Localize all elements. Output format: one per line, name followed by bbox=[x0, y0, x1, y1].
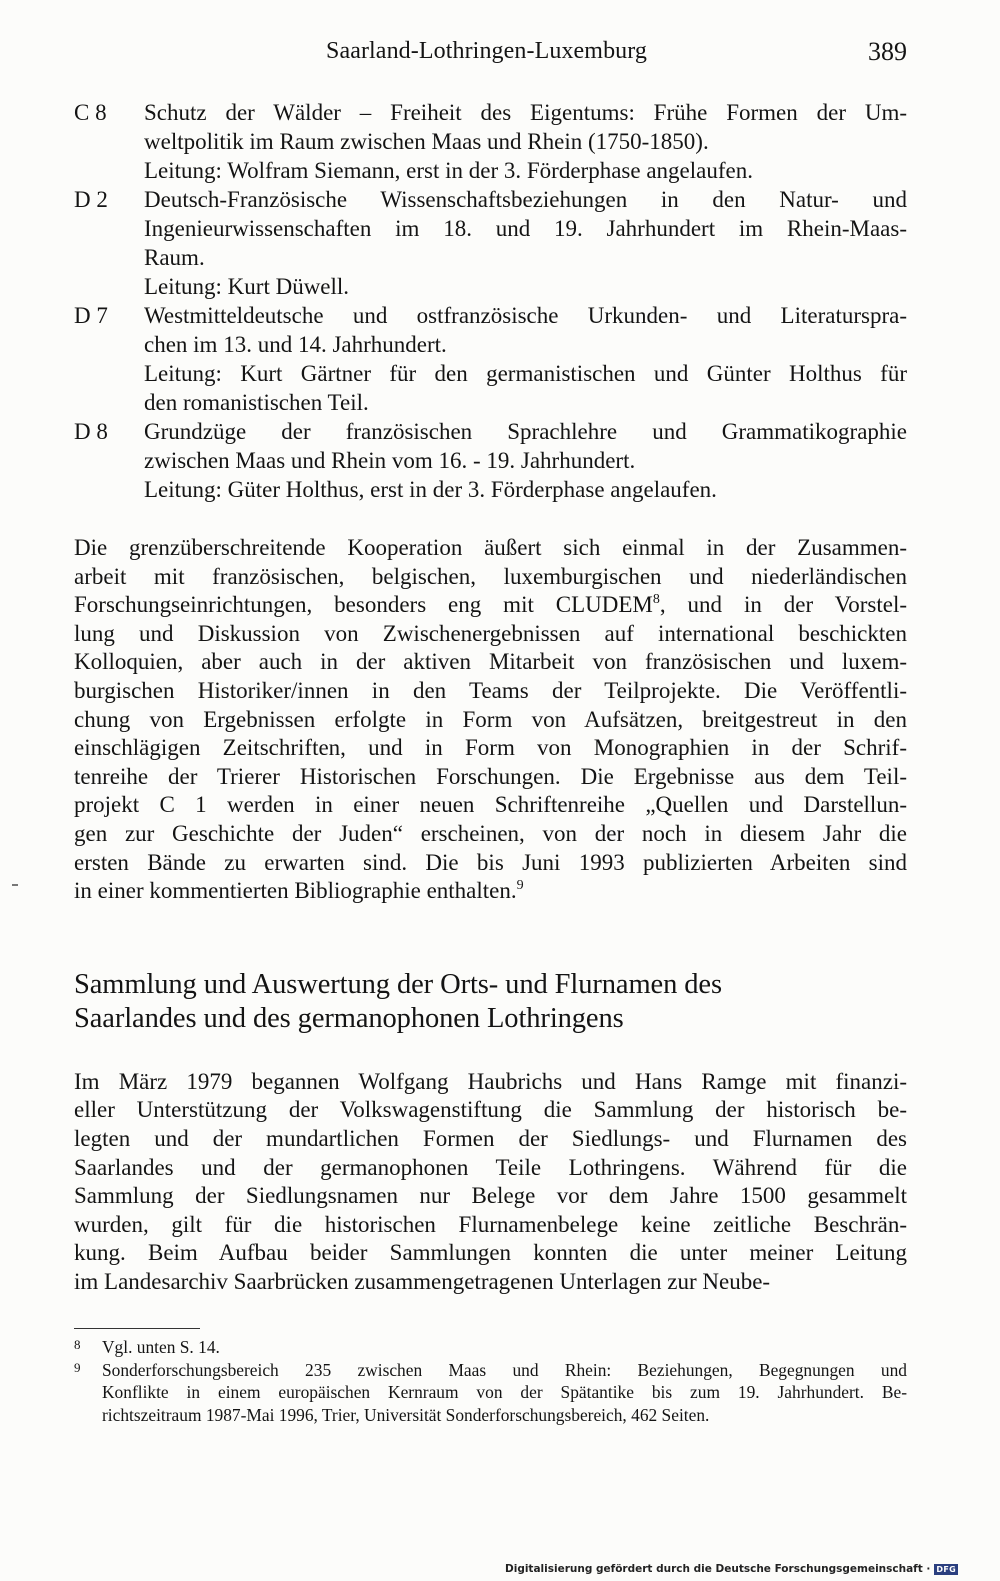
digitization-credit bbox=[505, 1563, 958, 1575]
page-number: 389 bbox=[868, 37, 907, 66]
footnote-ref-8[interactable]: 8 bbox=[652, 592, 660, 608]
text-line: lung und Diskussion von Zwischenergebnissen auf international beschickten bbox=[74, 620, 907, 646]
text-line: Vgl. unten S. 14. bbox=[102, 1337, 220, 1358]
text-line: zwischen Maas und Rhein vom 16. - 19. Jahrhundert. bbox=[144, 448, 636, 473]
dfg-logo-icon: DFG bbox=[936, 1564, 956, 1574]
text-segment: in einer kommentierten Bibliographie enthalten. bbox=[74, 878, 517, 904]
project-description bbox=[144, 301, 907, 417]
text-line: kung. Beim Aufbau beider Sammlungen konnten die unter meiner Leitung bbox=[74, 1240, 907, 1266]
footnote-divider bbox=[74, 1328, 200, 1329]
project-code: D 8 bbox=[74, 419, 108, 444]
footnote-8 bbox=[74, 1336, 907, 1359]
project-lead-line: Leitung: Wolfram Siemann, erst in der 3. Förderphase angelaufen. bbox=[144, 158, 753, 183]
footnote-text bbox=[102, 1359, 907, 1427]
text-line: einschlägigen Zeitschriften, und in Form von Monographien in der Schrif- bbox=[74, 735, 907, 761]
text-line: weltpolitik im Raum zwischen Maas und Rhein (1750-1850). bbox=[144, 129, 709, 154]
project-code: C 8 bbox=[74, 100, 107, 125]
text-line bbox=[74, 877, 907, 906]
project-code: D 7 bbox=[74, 303, 108, 328]
project-lead-line: Leitung: Güter Holthus, erst in der 3. Förderphase angelaufen. bbox=[144, 477, 717, 502]
section-heading bbox=[74, 968, 907, 1036]
text-line: Sonderforschungsbereich 235 zwischen Maas und Rhein: Beziehungen, Begegnungen und bbox=[102, 1359, 907, 1380]
footnote-9 bbox=[74, 1359, 907, 1427]
text-line: richtszeitraum 1987-Mai 1996, Trier, Universität Sonderforschungsbereich, 462 Seiten. bbox=[102, 1404, 710, 1425]
heading-line: Saarlandes und des germanophonen Lothringens bbox=[74, 1002, 624, 1034]
text-line: Schutz der Wälder – Freiheit des Eigentums: Frühe Formen der Um- bbox=[144, 100, 907, 125]
text-line: Deutsch-Französische Wissenschaftsbeziehungen in den Natur- und bbox=[144, 187, 907, 212]
project-lead-line: Leitung: Kurt Gärtner für den germanistischen und Günter Holthus für bbox=[144, 361, 907, 386]
digitization-text: Digitalisierung gefördert durch die Deutsche Forschungsgemeinschaft · bbox=[505, 1563, 931, 1575]
project-d2 bbox=[74, 185, 907, 301]
text-line: gen zur Geschichte der Juden“ erscheinen, von der noch in diesem Jahr die bbox=[74, 820, 907, 846]
project-c8 bbox=[74, 98, 907, 185]
text-line: Saarlandes und der germanophonen Teile Lothringens. Während für die bbox=[74, 1154, 907, 1180]
footnotes bbox=[74, 1336, 907, 1426]
project-description bbox=[144, 185, 907, 301]
text-line: projekt C 1 werden in einer neuen Schriftenreihe „Quellen und Darstellun- bbox=[74, 792, 907, 818]
text-line: eller Unterstützung der Volkswagenstiftung die Sammlung der historisch be- bbox=[74, 1097, 907, 1123]
book-page bbox=[74, 38, 907, 1538]
running-head-title: Saarland-Lothringen-Luxemburg bbox=[326, 38, 648, 64]
project-list bbox=[74, 98, 907, 504]
footnote-text bbox=[102, 1336, 907, 1359]
footnote-mark: 8 bbox=[74, 1337, 81, 1353]
text-line: burgischen Historiker/innen in den Teams der Teilprojekte. Die Veröffentli- bbox=[74, 677, 907, 703]
project-d7 bbox=[74, 301, 907, 417]
footnote-mark: 9 bbox=[74, 1359, 81, 1375]
text-line: legten und der mundartlichen Formen der Siedlungs- und Flurnamen des bbox=[74, 1125, 907, 1151]
text-line: im Landesarchiv Saarbrücken zusammengetragenen Unterlagen zur Neube- bbox=[74, 1268, 771, 1294]
text-line: Kolloquien, aber auch in der aktiven Mitarbeit von französischen und luxem- bbox=[74, 649, 907, 675]
text-line bbox=[74, 591, 907, 620]
text-line: ersten Bände zu erwarten sind. Die bis Juni 1993 publizierten Arbeiten sind bbox=[74, 849, 907, 875]
text-line: Die grenzüberschreitende Kooperation äußert sich einmal in der Zusammen- bbox=[74, 535, 907, 560]
paragraph-collection bbox=[74, 1068, 907, 1297]
paragraph-cooperation bbox=[74, 534, 907, 906]
text-line: Raum. bbox=[144, 245, 205, 270]
text-line: Sammlung der Siedlungsnamen nur Belege vor dem Jahre 1500 gesammelt bbox=[74, 1183, 907, 1209]
text-line: Grundzüge der französischen Sprachlehre und Grammatikographie bbox=[144, 419, 907, 444]
text-line: tenreihe der Trierer Historischen Forschungen. Die Ergebnisse aus dem Teil- bbox=[74, 763, 907, 789]
heading-line: Sammlung und Auswertung der Orts- und Flurnamen des bbox=[74, 968, 722, 1000]
text-line: wurden, gilt für die historischen Flurnamenbelege keine zeitliche Beschrän- bbox=[74, 1211, 907, 1237]
running-head bbox=[74, 38, 907, 72]
project-description bbox=[144, 417, 907, 504]
text-segment: Forschungseinrichtungen, besonders eng mit CLUDEM bbox=[74, 592, 653, 618]
text-line: den romanistischen Teil. bbox=[144, 390, 369, 415]
text-line: Westmitteldeutsche und ostfranzösische Urkunden- und Literaturspra- bbox=[144, 303, 907, 328]
text-line: chung von Ergebnissen erfolgte in Form von Aufsätzen, breitgestreut in den bbox=[74, 706, 907, 732]
text-line: chen im 13. und 14. Jahrhundert. bbox=[144, 332, 447, 357]
text-line: Im März 1979 begannen Wolfgang Haubrichs und Hans Ramge mit finanzi- bbox=[74, 1068, 907, 1094]
footnote-ref-9[interactable]: 9 bbox=[516, 878, 524, 894]
text-line: arbeit mit französischen, belgischen, luxemburgischen und niederländischen bbox=[74, 563, 907, 589]
project-d8 bbox=[74, 417, 907, 504]
project-lead-line: Leitung: Kurt Düwell. bbox=[144, 274, 350, 299]
text-line: Konflikte in einem europäischen Kernraum von der Spätantike bis zum 19. Jahrhundert. Be- bbox=[102, 1382, 907, 1403]
project-description bbox=[144, 98, 907, 185]
project-code: D 2 bbox=[74, 187, 108, 212]
text-segment: , und in der Vorstel- bbox=[659, 592, 908, 618]
text-line: Ingenieurwissenschaften im 18. und 19. Jahrhundert im Rhein-Maas- bbox=[144, 216, 907, 241]
margin-mark bbox=[12, 884, 18, 886]
